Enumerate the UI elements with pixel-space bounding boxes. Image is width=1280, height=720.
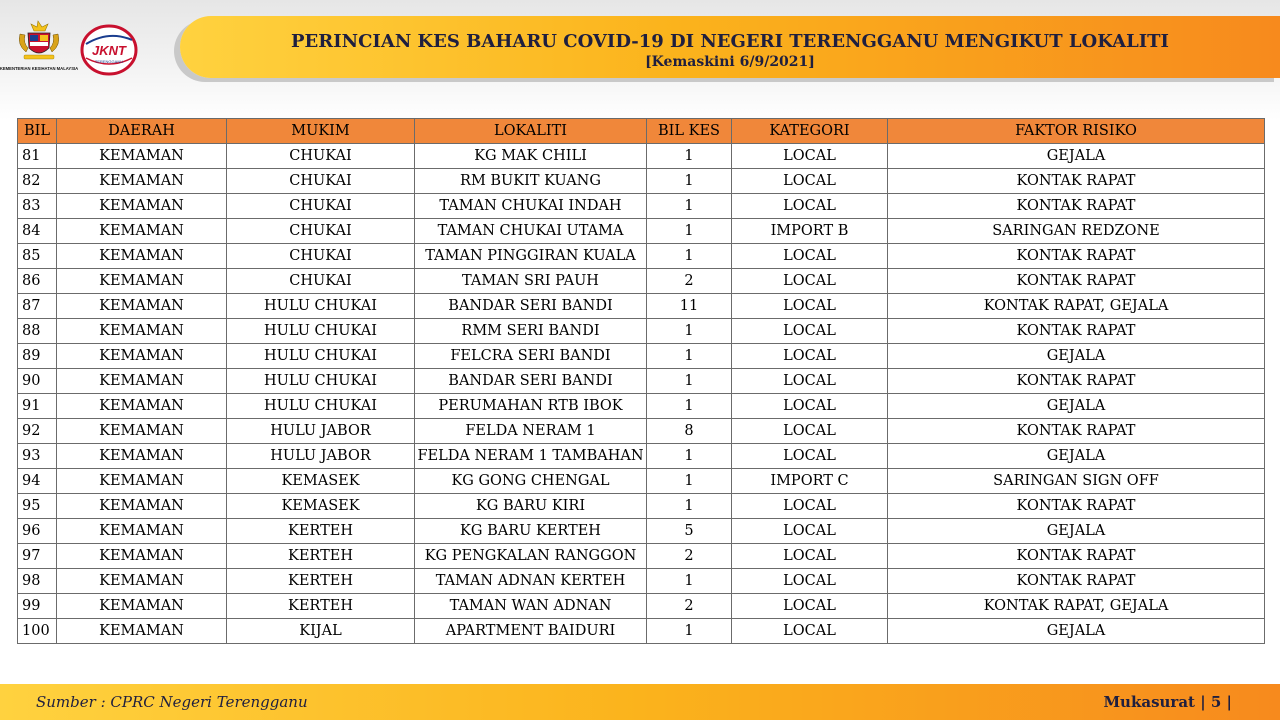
cell-lokaliti: TAMAN ADNAN KERTEH: [415, 569, 647, 594]
cell-lokaliti: TAMAN SRI PAUH: [415, 269, 647, 294]
cell-kategori: LOCAL: [732, 544, 888, 569]
cell-faktor-risiko: KONTAK RAPAT: [888, 244, 1265, 269]
cell-daerah: KEMAMAN: [57, 569, 227, 594]
cell-mukim: HULU CHUKAI: [227, 369, 415, 394]
cell-mukim: KERTEH: [227, 594, 415, 619]
cell-daerah: KEMAMAN: [57, 519, 227, 544]
cell-bil: 87: [18, 294, 57, 319]
cell-kategori: LOCAL: [732, 444, 888, 469]
cell-bil-kes: 1: [647, 494, 732, 519]
table-row: [18, 494, 1265, 519]
cell-faktor-risiko: KONTAK RAPAT: [888, 169, 1265, 194]
table-row: [18, 519, 1265, 544]
cell-lokaliti: KG GONG CHENGAL: [415, 469, 647, 494]
cell-faktor-risiko: KONTAK RAPAT: [888, 194, 1265, 219]
cell-lokaliti: FELDA NERAM 1 TAMBAHAN: [415, 444, 647, 469]
cell-lokaliti: KG PENGKALAN RANGGON: [415, 544, 647, 569]
cell-daerah: KEMAMAN: [57, 544, 227, 569]
cell-lokaliti: KG BARU KERTEH: [415, 519, 647, 544]
cell-bil: 94: [18, 469, 57, 494]
cell-faktor-risiko: SARINGAN REDZONE: [888, 219, 1265, 244]
cell-lokaliti: FELDA NERAM 1: [415, 419, 647, 444]
cell-daerah: KEMAMAN: [57, 219, 227, 244]
cell-bil: 81: [18, 144, 57, 169]
cell-lokaliti: FELCRA SERI BANDI: [415, 344, 647, 369]
cell-mukim: CHUKAI: [227, 269, 415, 294]
cell-mukim: HULU CHUKAI: [227, 344, 415, 369]
cell-bil-kes: 1: [647, 144, 732, 169]
cell-bil: 83: [18, 194, 57, 219]
page-title: PERINCIAN KES BAHARU COVID-19 DI NEGERI TERENGGANU MENGIKUT LOKALITI: [291, 31, 1169, 52]
cell-mukim: KEMASEK: [227, 494, 415, 519]
cell-bil-kes: 1: [647, 619, 732, 644]
cell-mukim: CHUKAI: [227, 169, 415, 194]
table-row: [18, 594, 1265, 619]
cell-daerah: KEMAMAN: [57, 294, 227, 319]
title-banner: [180, 16, 1280, 78]
cell-kategori: LOCAL: [732, 344, 888, 369]
cell-faktor-risiko: KONTAK RAPAT: [888, 494, 1265, 519]
table-row: [18, 219, 1265, 244]
cell-mukim: HULU CHUKAI: [227, 294, 415, 319]
cell-lokaliti: PERUMAHAN RTB IBOK: [415, 394, 647, 419]
table-row: [18, 619, 1265, 644]
cell-kategori: IMPORT C: [732, 469, 888, 494]
cell-bil-kes: 1: [647, 319, 732, 344]
cell-kategori: LOCAL: [732, 369, 888, 394]
cell-faktor-risiko: GEJALA: [888, 344, 1265, 369]
cell-faktor-risiko: GEJALA: [888, 394, 1265, 419]
cell-daerah: KEMAMAN: [57, 469, 227, 494]
cell-kategori: LOCAL: [732, 619, 888, 644]
cell-mukim: CHUKAI: [227, 244, 415, 269]
cell-mukim: CHUKAI: [227, 194, 415, 219]
cell-bil: 90: [18, 369, 57, 394]
cell-lokaliti: TAMAN CHUKAI INDAH: [415, 194, 647, 219]
table-row: [18, 419, 1265, 444]
cell-kategori: LOCAL: [732, 169, 888, 194]
table-row: [18, 294, 1265, 319]
cell-bil-kes: 1: [647, 194, 732, 219]
cell-bil: 89: [18, 344, 57, 369]
footer-bar: [0, 684, 1280, 720]
cell-bil-kes: 2: [647, 594, 732, 619]
cell-lokaliti: BANDAR SERI BANDI: [415, 369, 647, 394]
cell-kategori: LOCAL: [732, 419, 888, 444]
table-row: [18, 569, 1265, 594]
cell-bil: 85: [18, 244, 57, 269]
cell-daerah: KEMAMAN: [57, 594, 227, 619]
cell-lokaliti: TAMAN WAN ADNAN: [415, 594, 647, 619]
table-row: [18, 144, 1265, 169]
cell-mukim: CHUKAI: [227, 219, 415, 244]
cell-bil: 100: [18, 619, 57, 644]
cell-bil-kes: 2: [647, 544, 732, 569]
table-header: [18, 119, 1265, 144]
table-row: [18, 344, 1265, 369]
cell-faktor-risiko: GEJALA: [888, 519, 1265, 544]
table-row: [18, 169, 1265, 194]
cell-bil: 98: [18, 569, 57, 594]
cell-bil: 97: [18, 544, 57, 569]
cell-daerah: KEMAMAN: [57, 169, 227, 194]
jknt-caption: TERENGGANU: [94, 59, 124, 64]
cell-bil: 96: [18, 519, 57, 544]
cell-bil: 95: [18, 494, 57, 519]
table-row: [18, 244, 1265, 269]
table-row: [18, 444, 1265, 469]
column-header-kategori: KATEGORI: [732, 119, 888, 144]
cell-daerah: KEMAMAN: [57, 269, 227, 294]
cell-faktor-risiko: GEJALA: [888, 144, 1265, 169]
cell-kategori: LOCAL: [732, 269, 888, 294]
jknt-logo-text: JKNT: [92, 43, 126, 58]
cell-kategori: LOCAL: [732, 569, 888, 594]
cell-bil-kes: 1: [647, 219, 732, 244]
column-header-daerah: DAERAH: [57, 119, 227, 144]
cell-bil: 86: [18, 269, 57, 294]
cell-mukim: CHUKAI: [227, 144, 415, 169]
cell-faktor-risiko: KONTAK RAPAT: [888, 319, 1265, 344]
cell-faktor-risiko: KONTAK RAPAT, GEJALA: [888, 594, 1265, 619]
table-header-row: [18, 119, 1265, 144]
cell-bil-kes: 1: [647, 369, 732, 394]
table-row: [18, 544, 1265, 569]
cell-faktor-risiko: KONTAK RAPAT: [888, 544, 1265, 569]
source-note: Sumber : CPRC Negeri Terengganu: [36, 693, 308, 711]
column-header-lokaliti: LOKALITI: [415, 119, 647, 144]
cell-bil-kes: 1: [647, 169, 732, 194]
cell-kategori: LOCAL: [732, 319, 888, 344]
kkm-crest-icon: [19, 21, 59, 59]
column-header-bil: BIL: [18, 119, 57, 144]
table-row: [18, 469, 1265, 494]
cell-faktor-risiko: KONTAK RAPAT: [888, 269, 1265, 294]
cell-mukim: HULU JABOR: [227, 419, 415, 444]
cell-bil-kes: 1: [647, 394, 732, 419]
cell-mukim: KERTEH: [227, 569, 415, 594]
cell-bil-kes: 5: [647, 519, 732, 544]
cell-bil-kes: 1: [647, 569, 732, 594]
table-body: [18, 144, 1265, 644]
table-row: [18, 269, 1265, 294]
logo-group: [0, 18, 174, 84]
cell-faktor-risiko: KONTAK RAPAT: [888, 569, 1265, 594]
cell-kategori: LOCAL: [732, 144, 888, 169]
cell-bil: 93: [18, 444, 57, 469]
cell-daerah: KEMAMAN: [57, 319, 227, 344]
cell-bil-kes: 1: [647, 444, 732, 469]
cell-daerah: KEMAMAN: [57, 369, 227, 394]
cell-faktor-risiko: KONTAK RAPAT: [888, 369, 1265, 394]
cell-mukim: KIJAL: [227, 619, 415, 644]
cell-faktor-risiko: GEJALA: [888, 444, 1265, 469]
table-row: [18, 394, 1265, 419]
cell-mukim: HULU CHUKAI: [227, 394, 415, 419]
cell-mukim: KERTEH: [227, 544, 415, 569]
cell-lokaliti: TAMAN PINGGIRAN KUALA: [415, 244, 647, 269]
table-row: [18, 369, 1265, 394]
cell-lokaliti: KG MAK CHILI: [415, 144, 647, 169]
cell-kategori: LOCAL: [732, 194, 888, 219]
cell-daerah: KEMAMAN: [57, 244, 227, 269]
cell-faktor-risiko: SARINGAN SIGN OFF: [888, 469, 1265, 494]
cell-faktor-risiko: KONTAK RAPAT, GEJALA: [888, 294, 1265, 319]
cell-bil: 92: [18, 419, 57, 444]
cell-lokaliti: BANDAR SERI BANDI: [415, 294, 647, 319]
cell-lokaliti: APARTMENT BAIDURI: [415, 619, 647, 644]
cell-bil-kes: 8: [647, 419, 732, 444]
column-header-faktor-risiko: FAKTOR RISIKO: [888, 119, 1265, 144]
cell-daerah: KEMAMAN: [57, 194, 227, 219]
cell-kategori: LOCAL: [732, 594, 888, 619]
cell-daerah: KEMAMAN: [57, 419, 227, 444]
cell-faktor-risiko: GEJALA: [888, 619, 1265, 644]
cell-kategori: LOCAL: [732, 519, 888, 544]
cell-lokaliti: KG BARU KIRI: [415, 494, 647, 519]
cell-kategori: LOCAL: [732, 394, 888, 419]
cases-table: [17, 118, 1265, 644]
cell-daerah: KEMAMAN: [57, 344, 227, 369]
cell-bil-kes: 1: [647, 244, 732, 269]
cell-mukim: HULU CHUKAI: [227, 319, 415, 344]
cell-kategori: LOCAL: [732, 494, 888, 519]
cell-lokaliti: TAMAN CHUKAI UTAMA: [415, 219, 647, 244]
cell-lokaliti: RM BUKIT KUANG: [415, 169, 647, 194]
cell-daerah: KEMAMAN: [57, 494, 227, 519]
kkm-caption: KEMENTERIAN KESIHATAN MALAYSIA: [0, 66, 79, 71]
cell-bil: 99: [18, 594, 57, 619]
cell-daerah: KEMAMAN: [57, 144, 227, 169]
cell-daerah: KEMAMAN: [57, 394, 227, 419]
table-row: [18, 194, 1265, 219]
cell-daerah: KEMAMAN: [57, 619, 227, 644]
cell-bil: 88: [18, 319, 57, 344]
cell-lokaliti: RMM SERI BANDI: [415, 319, 647, 344]
cell-kategori: LOCAL: [732, 294, 888, 319]
cell-mukim: KEMASEK: [227, 469, 415, 494]
cell-mukim: HULU JABOR: [227, 444, 415, 469]
cell-bil-kes: 11: [647, 294, 732, 319]
page-number: Mukasurat | 5 |: [1103, 693, 1232, 711]
cell-bil-kes: 2: [647, 269, 732, 294]
cell-bil-kes: 1: [647, 344, 732, 369]
cell-bil: 82: [18, 169, 57, 194]
table-row: [18, 319, 1265, 344]
cell-mukim: KERTEH: [227, 519, 415, 544]
cell-kategori: IMPORT B: [732, 219, 888, 244]
column-header-mukim: MUKIM: [227, 119, 415, 144]
cell-daerah: KEMAMAN: [57, 444, 227, 469]
cell-kategori: LOCAL: [732, 244, 888, 269]
update-date: [Kemaskini 6/9/2021]: [645, 54, 815, 70]
column-header-bil-kes: BIL KES: [647, 119, 732, 144]
cell-bil: 84: [18, 219, 57, 244]
cell-faktor-risiko: KONTAK RAPAT: [888, 419, 1265, 444]
cell-bil-kes: 1: [647, 469, 732, 494]
cell-bil: 91: [18, 394, 57, 419]
